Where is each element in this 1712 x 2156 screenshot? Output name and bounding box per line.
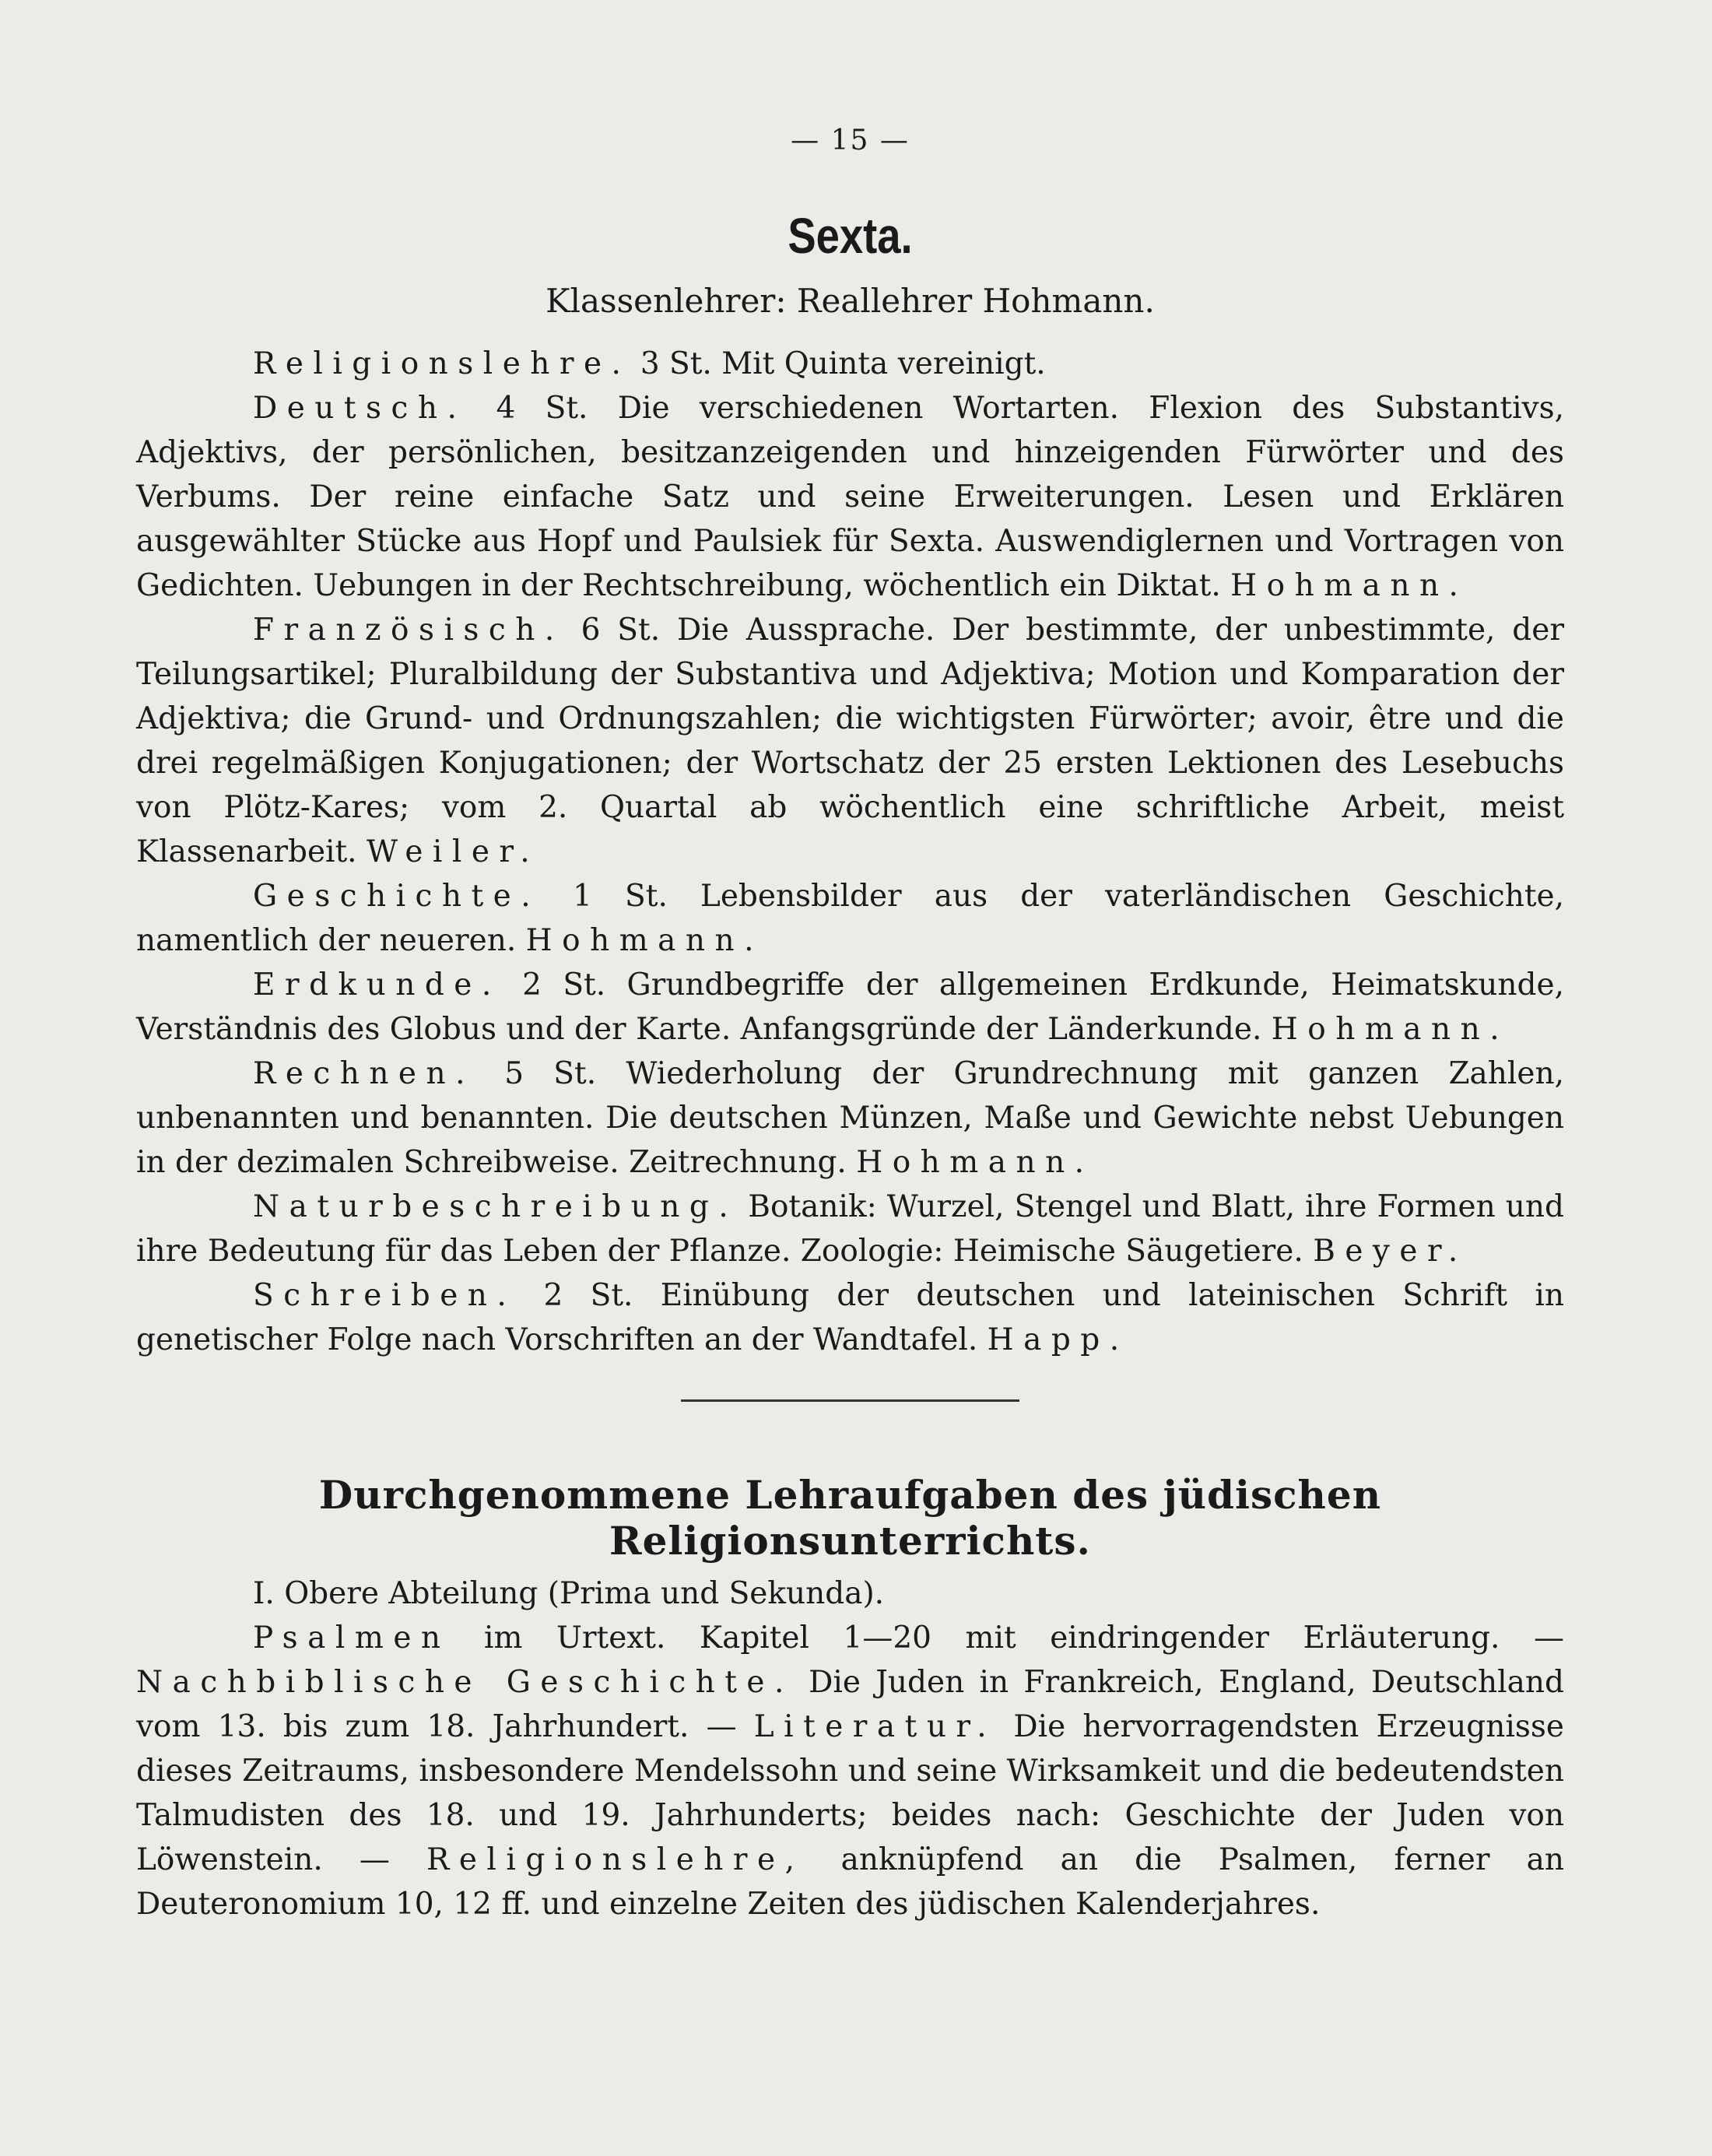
- jewish-religion-body: [136, 1616, 1564, 1926]
- subject-geschichte: [136, 874, 1564, 963]
- subject-label: Nachbiblische Geschichte.: [136, 1665, 794, 1700]
- teacher-name: Beyer.: [1313, 1234, 1468, 1269]
- subject-text: 2 St. Einübung der deutschen und lateinischen Schrift in genetischer Folge nach Vorschriften an der Wandtafel.: [136, 1278, 1564, 1357]
- teacher-name: Weiler.: [366, 834, 540, 869]
- page-number: — 15 —: [791, 125, 910, 156]
- subject-text: 4 St. Die verschiedenen Wortarten. Flexion des Substantivs, Adjektivs, der persönlichen, besitzanzeigenden und hinzeigenden Fürwörter und des Verbums. Der reine einfache Satz und seine Erweiterungen. Lesen und Erklären ausgewählter Stücke aus Hopf und Paulsiek für Sexta. Auswendiglernen und Vortragen von Gedichten. Uebungen in der Rechtschreibung, wöchentlich ein Diktat.: [136, 391, 1564, 603]
- subject-text: 6 St. Die Aussprache. Der bestimmte, der unbestimmte, der Teilungsartikel; Pluralbildung der Substantiva und Adjektiva; Motion und Komparation der Adjektiva; die Grund- und Ordnungszahlen; die wichtigsten Fürwörter; avoir, être und die drei regelmäßigen Konjugationen; der Wortschatz der 25 ersten Lektionen des Lesebuchs von Plötz-Kares; vom 2. Quartal ab wöchentlich eine schriftliche Arbeit, meist Klassenarbeit.: [136, 613, 1564, 869]
- subject-text: Botanik: Wurzel, Stengel und Blatt, ihre Formen und ihre Bedeutung für das Leben der Pflanze. Zoologie: Heimische Säugetiere.: [136, 1189, 1564, 1269]
- subject-erdkunde: [136, 963, 1564, 1052]
- teacher-name: Hohmann.: [1230, 568, 1468, 603]
- section-divider: [681, 1399, 1019, 1402]
- subject-schreiben: [136, 1273, 1564, 1362]
- subject-label: Erdkunde.: [253, 967, 501, 1003]
- subject-label: Deutsch.: [253, 391, 467, 426]
- subject-text: 5 St. Wiederholung der Grundrechnung mit ganzen Zahlen, unbenannten und benannten. Die deutschen Münzen, Maße und Gewichte nebst Uebungen in der dezimalen Schreibweise. Zeitrechnung.: [136, 1056, 1564, 1180]
- subject-deutsch: [136, 386, 1564, 608]
- subject-text: 3 St. Mit Quinta vereinigt.: [630, 346, 1046, 381]
- subject-text: im Urtext. Kapitel 1—20 mit eindringender Erläuterung. —: [450, 1621, 1564, 1656]
- subject-label: Schreiben.: [253, 1278, 517, 1313]
- class-teacher-line: Klassenlehrer: Reallehrer Hohmann.: [546, 282, 1155, 320]
- page-content: [136, 125, 1564, 1926]
- subject-text: 2 St. Grundbegriffe der allgemeinen Erdkunde, Heimatskunde, Verständnis des Globus und der Karte. Anfangsgründe der Länderkunde.: [136, 967, 1564, 1047]
- subject-label: Literatur.: [753, 1709, 997, 1744]
- subject-label: Psalmen: [253, 1621, 451, 1656]
- subject-label: Religionslehre,: [426, 1842, 805, 1877]
- subject-text: 1 St. Lebensbilder aus der vaterländischen Geschichte, namentlich der neueren.: [136, 879, 1564, 958]
- subject-label: Rechnen.: [253, 1056, 475, 1091]
- teacher-name: Hohmann.: [856, 1145, 1094, 1180]
- division-heading: I. Obere Abteilung (Prima und Sekunda).: [253, 1576, 885, 1611]
- teacher-name: Happ.: [987, 1322, 1129, 1357]
- teacher-name: Hohmann.: [1271, 1012, 1510, 1047]
- subject-naturbeschreibung: [136, 1185, 1564, 1273]
- subject-text: anknüpfend an die Psalmen, ferner an Deuteronomium 10, 12 ff. und einzelne Zeiten des jüdischen Kalenderjahres.: [136, 1842, 1564, 1922]
- subject-franzoesisch: [136, 608, 1564, 874]
- subject-label: Französisch.: [253, 613, 564, 648]
- subject-rechnen: [136, 1052, 1564, 1185]
- subject-religion: [136, 342, 1564, 386]
- section-title: Sexta.: [788, 208, 913, 264]
- subject-label: Religionslehre.: [253, 346, 631, 381]
- subject-label: Naturbeschreibung.: [253, 1189, 738, 1224]
- teacher-name: Hohmann.: [525, 923, 763, 958]
- jewish-religion-heading: Durchgenommene Lehraufgaben des jüdischen Religionsunterrichts.: [318, 1472, 1382, 1564]
- subject-text: Die Juden in Frankreich, England, Deutschland vom 13. bis zum 18. Jahrhundert. —: [136, 1665, 1564, 1744]
- subject-text: Die hervorragendsten Erzeugnisse dieses Zeitraums, insbesondere Mendelssohn und seine Wirksamkeit und die bedeutendsten Talmudisten des 18. und 19. Jahrhunderts; beides nach: Geschichte der Juden von Löwenstein. —: [136, 1709, 1564, 1877]
- subject-label: Geschichte.: [253, 879, 541, 914]
